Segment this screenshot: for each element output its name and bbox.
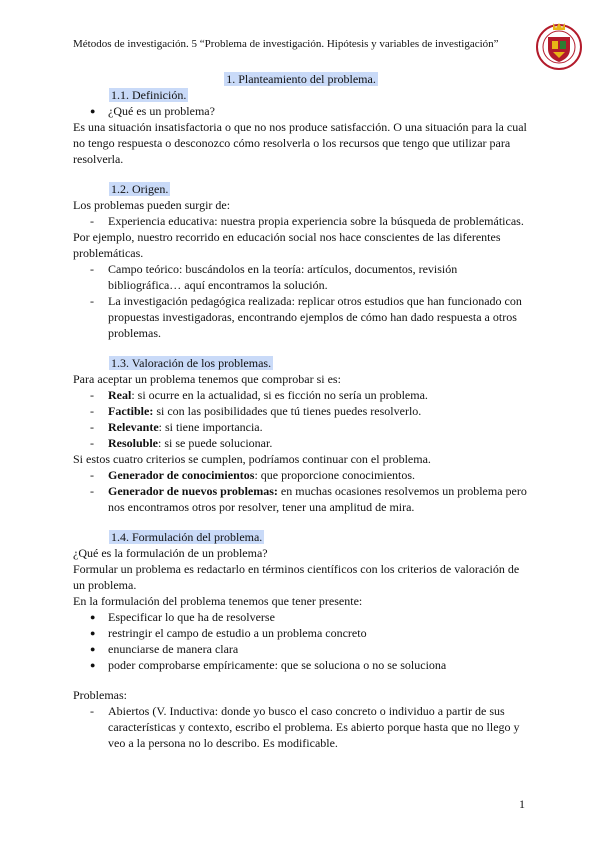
list-item: ● Especificar lo que ha de resolverse — [73, 609, 529, 625]
list-item: ● ¿Qué es un problema? — [73, 103, 529, 119]
origin-list-2 — [73, 261, 529, 341]
list-item: ● enunciarse de manera clara — [73, 641, 529, 657]
subsection-heading-valuation: 1.3. Valoración de los problemas. — [111, 356, 272, 370]
criteria-list — [73, 387, 529, 451]
paragraph: Para aceptar un problema tenemos que comprobar si es: — [73, 372, 341, 386]
paragraph: Los problemas pueden surgir de: — [73, 198, 231, 212]
document-body — [73, 71, 529, 751]
section-heading: 1. Planteamiento del problema. — [226, 72, 376, 86]
running-header: Métodos de investigación. 5 “Problema de investigación. Hipótesis y variables de investigación” — [73, 38, 499, 50]
paragraph: Si estos cuatro criterios se cumplen, podríamos continuar con el problema. — [73, 452, 431, 466]
subsection-heading-definition: 1.1. Definición. — [111, 88, 187, 102]
list-item: - La investigación pedagógica realizada: replicar otros estudios que han funcionado con propuestas investigadoras, encontrando ejemplos de cómo han dado respuesta a otros problemas. — [73, 293, 529, 341]
definition-bullets — [73, 103, 529, 119]
list-item: - Generador de conocimientos: que proporcione conocimientos. — [73, 467, 529, 483]
paragraph: Por ejemplo, nuestro recorrido en educación social nos hace conscientes de las diferentes problemáticas. — [73, 230, 501, 260]
paragraph: En la formulación del problema tenemos que tener presente: — [73, 594, 363, 608]
page-number: 1 — [519, 797, 525, 811]
list-item: - Resoluble: si se puede solucionar. — [73, 435, 529, 451]
university-seal-icon — [536, 18, 582, 76]
list-item: - Relevante: si tiene importancia. — [73, 419, 529, 435]
formulation-bullets — [73, 609, 529, 673]
list-item: - Factible: si con las posibilidades que tú tienes puedes resolverlo. — [73, 403, 529, 419]
paragraph: Formular un problema es redactarlo en términos científicos con los criterios de valoración de un problema. — [73, 562, 520, 592]
list-item: - Generador de nuevos problemas: en muchas ocasiones resolvemos un problema pero nos encontramos otros por resolver, tener una amplitud de mira. — [73, 483, 529, 515]
list-item: - Real: si ocurre en la actualidad, si es ficción no sería un problema. — [73, 387, 529, 403]
list-item: ● restringir el campo de estudio a un problema concreto — [73, 625, 529, 641]
list-item: - Experiencia educativa: nuestra propia experiencia sobre la búsqueda de problemáticas. — [73, 213, 529, 229]
list-item: - Abiertos (V. Inductiva: donde yo busco el caso concreto o individuo a partir de sus características y contexto, escribo el problema. Es abierto porque hasta que no llego y veo a la persona no lo describo. Es modificable. — [73, 703, 529, 751]
paragraph: ¿Qué es la formulación de un problema? — [73, 546, 268, 560]
list-item: ● poder comprobarse empíricamente: que se soluciona o no se soluciona — [73, 657, 529, 673]
problems-list — [73, 703, 529, 751]
extra-criteria-list — [73, 467, 529, 515]
subsection-heading-formulation: 1.4. Formulación del problema. — [111, 530, 263, 544]
paragraph: Es una situación insatisfactoria o que no nos produce satisfacción. O una situación para la cual no tengo respuesta o desconozco cómo resolverla o los recursos que tengo que utilizar para resolverla. — [73, 120, 527, 166]
subsection-heading-origin: 1.2. Origen. — [111, 182, 169, 196]
origin-list — [73, 213, 529, 229]
paragraph: Problemas: — [73, 688, 127, 702]
list-item: - Campo teórico: buscándolos en la teoría: artículos, documentos, revisión bibliográfica… aquí encontramos la solución. — [73, 261, 529, 293]
